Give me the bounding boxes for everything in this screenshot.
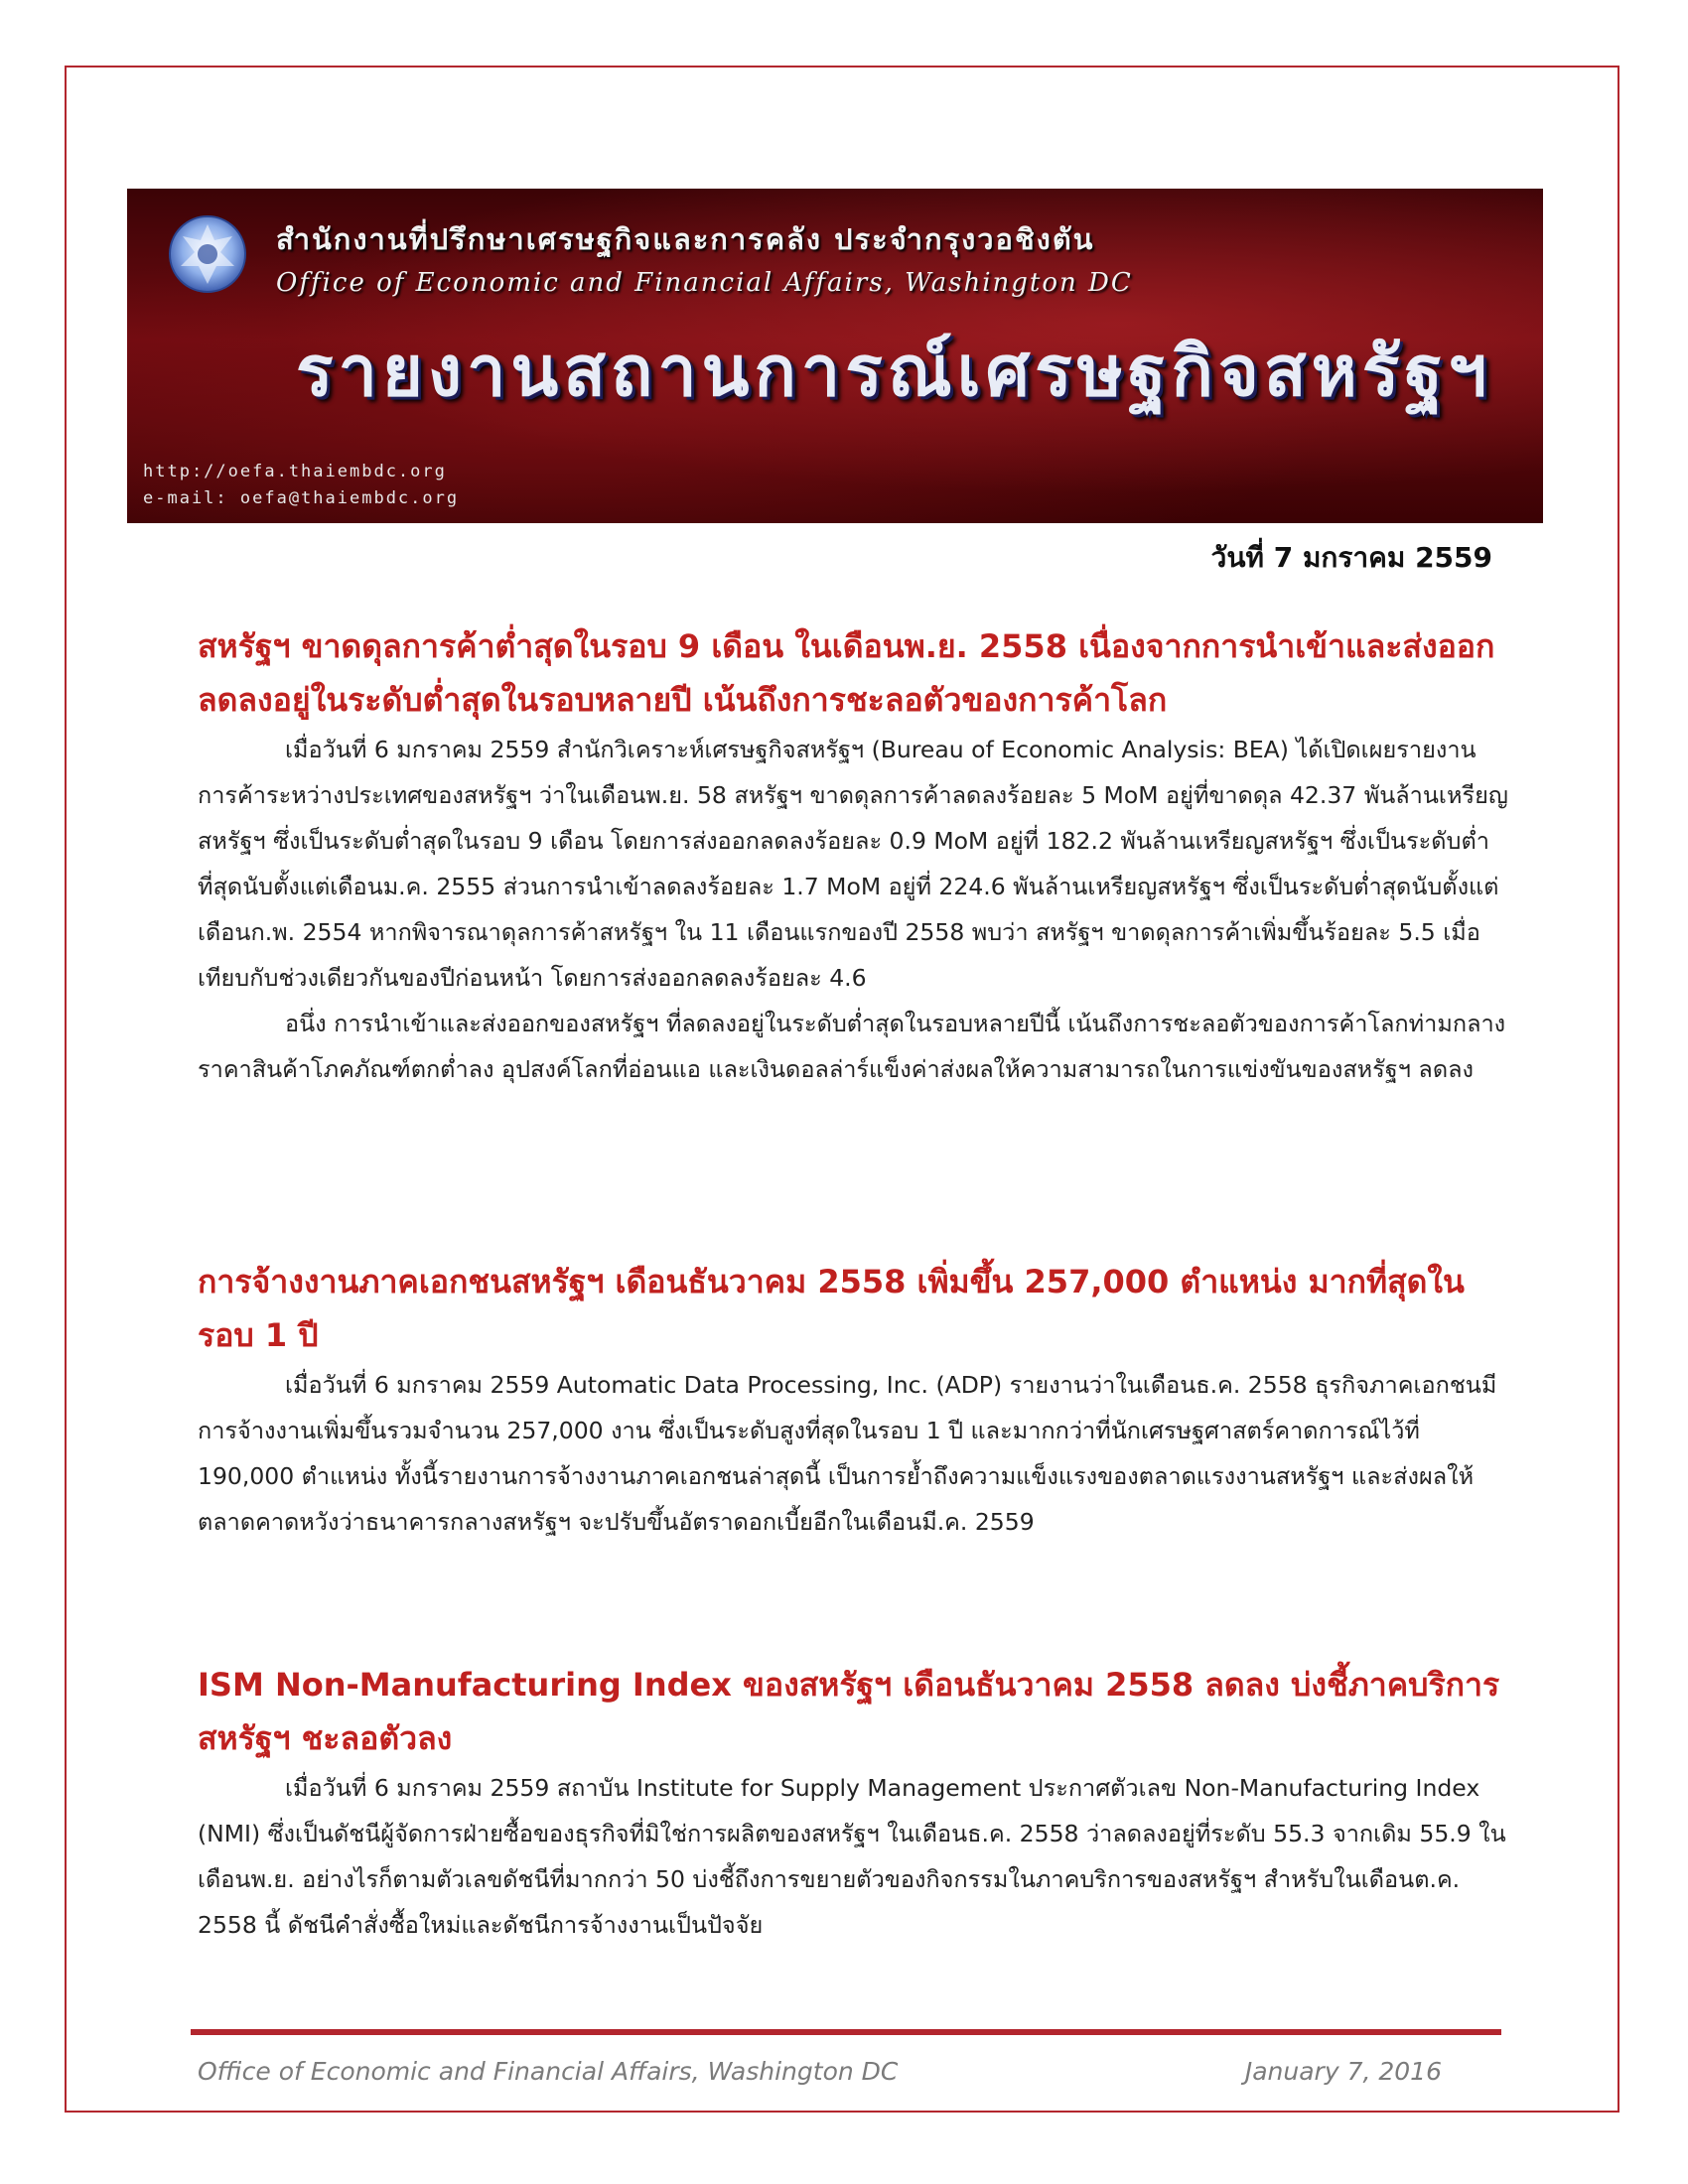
- article-headline: สหรัฐฯ ขาดดุลการค้าต่ำสุดในรอบ 9 เดือน ในเดือนพ.ย. 2558 เนื่องจากการนำเข้าและส่งออกลดลงอยู่ในระดับต่ำสุดในรอบหลายปี เน้นถึงการชะลอตัวของการค้าโลก: [198, 627, 1495, 719]
- article-headline: การจ้างงานภาคเอกชนสหรัฐฯ เดือนธันวาคม 2558 เพิ่มขึ้น 257,000 ตำแหน่ง มากที่สุดในรอบ 1 ปี: [198, 1263, 1465, 1354]
- garuda-emblem-icon: [165, 210, 250, 296]
- article-paragraph: เมื่อวันที่ 6 มกราคม 2559 Automatic Data Processing, Inc. (ADP) รายงานว่าในเดือนธ.ค. 2558 ธุรกิจภาคเอกชนมีการจ้างงานเพิ่มขึ้นรวมจำนวน 257,000 งาน ซึ่งเป็นระดับสูงที่สุดในรอบ 1 ปี และมากกว่าที่นักเศรษฐศาสตร์คาดการณ์ไว้ที่ 190,000 ตำแหน่ง ทั้งนี้รายงานการจ้างงานภาคเอกชนล่าสุดนี้ เป็นการย้ำถึงความแข็งแรงของตลาดแรงงานสหรัฐฯ และส่งผลให้ตลาดคาดหวังว่าธนาคารกลางสหรัฐฯ จะปรับขึ้นอัตราดอกเบี้ยอีกในเดือนมี.ค. 2559: [198, 1371, 1497, 1536]
- report-date: วันที่ 7 มกราคม 2559: [1210, 541, 1492, 574]
- footer-organization: Office of Economic and Financial Affairs, Washington DC: [198, 2057, 899, 2086]
- organization-name-thai: สำนักงานที่ปรึกษาเศรษฐกิจและการคลัง ประจำกรุงวอชิงตัน: [276, 222, 1095, 256]
- article-headline: ISM Non-Manufacturing Index ของสหรัฐฯ เดือนธันวาคม 2558 ลดลง บ่งชี้ภาคบริการสหรัฐฯ ชะลอตัวลง: [198, 1666, 1500, 1757]
- article-trade-deficit: [198, 619, 1508, 1092]
- article-paragraph: อนึ่ง การนำเข้าและส่งออกของสหรัฐฯ ที่ลดลงอยู่ในระดับต่ำสุดในรอบหลายปีนี้ เน้นถึงการชะลอตัวของการค้าโลกท่ามกลางราคาสินค้าโภคภัณฑ์ตกต่ำลง อุปสงค์โลกที่อ่อนแอ และเงินดอลล่าร์แข็งค่าส่งผลให้ความสามารถในการแข่งขันของสหรัฐฯ ลดลง: [198, 1010, 1506, 1083]
- article-paragraph: เมื่อวันที่ 6 มกราคม 2559 สถาบัน Institute for Supply Management ประกาศตัวเลข Non-Manufacturing Index (NMI) ซึ่งเป็นดัชนีผู้จัดการฝ่ายซื้อของธุรกิจที่มิใช่การผลิตของสหรัฐฯ ในเดือนธ.ค. 2558 ว่าลดลงอยู่ที่ระดับ 55.3 จากเดิม 55.9 ในเดือนพ.ย. อย่างไรก็ตามตัวเลขดัชนีที่มากกว่า 50 บ่งชี้ถึงการขยายตัวของกิจกรรมในภาคบริการของสหรัฐฯ สำหรับในเดือนต.ค. 2558 นี้ ดัชนีคำสั่งซื้อใหม่และดัชนีการจ้างงานเป็นปัจจัย: [198, 1774, 1506, 1939]
- footer-divider: [191, 2029, 1501, 2035]
- article-paragraph: เมื่อวันที่ 6 มกราคม 2559 สำนักวิเคราะห์เศรษฐกิจสหรัฐฯ (Bureau of Economic Analysis: BEA) ได้เปิดเผยรายงานการค้าระหว่างประเทศของสหรัฐฯ ว่าในเดือนพ.ย. 58 สหรัฐฯ ขาดดุลการค้าลดลงร้อยละ 5 MoM อยู่ที่ขาดดุล 42.37 พันล้านเหรียญสหรัฐฯ ซึ่งเป็นระดับต่ำสุดในรอบ 9 เดือน โดยการส่งออกลดลงร้อยละ 0.9 MoM อยู่ที่ 182.2 พันล้านเหรียญสหรัฐฯ ซึ่งเป็นระดับต่ำที่สุดนับตั้งแต่เดือนม.ค. 2555 ส่วนการนำเข้าลดลงร้อยละ 1.7 MoM อยู่ที่ 224.6 พันล้านเหรียญสหรัฐฯ ซึ่งเป็นระดับต่ำสุดนับตั้งแต่เดือนก.พ. 2554 หากพิจารณาดุลการค้าสหรัฐฯ ใน 11 เดือนแรกของปี 2558 พบว่า สหรัฐฯ ขาดดุลการค้าเพิ่มขึ้นร้อยละ 5.5 เมื่อเทียบกับช่วงเดียวกันของปีก่อนหน้า โดยการส่งออกลดลงร้อยละ 4.6: [198, 736, 1508, 992]
- website-url: http://oefa.thaiembdc.org: [143, 462, 447, 481]
- organization-name-english: Office of Economic and Financial Affairs, Washington DC: [276, 268, 1133, 298]
- contact-email: e-mail: oefa@thaiembdc.org: [143, 488, 460, 508]
- footer-date: January 7, 2016: [1244, 2057, 1442, 2086]
- article-private-employment: [198, 1255, 1508, 1545]
- report-title: รายงานสถานการณ์เศรษฐกิจสหรัฐฯ: [296, 331, 1492, 412]
- header-banner: [127, 189, 1543, 523]
- article-ism-index: [198, 1658, 1508, 1948]
